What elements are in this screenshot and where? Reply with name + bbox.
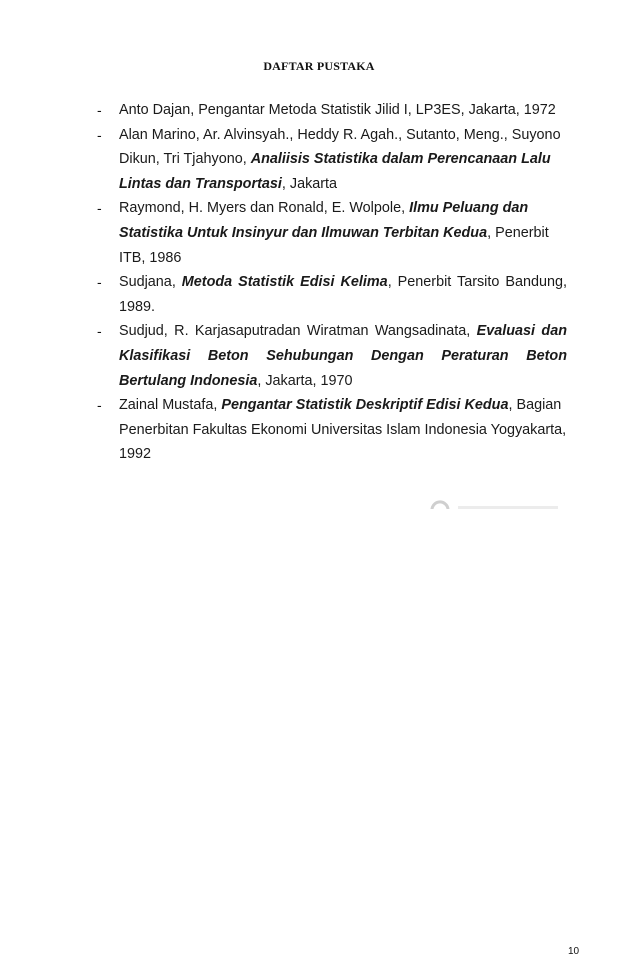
reference-item [97,98,567,123]
list-bullet: - [97,126,102,143]
reference-item [97,270,567,319]
reference-text [119,98,567,123]
reference-author-or-publisher: , LP3ES, Jakarta, 1972 [407,102,556,118]
reference-author-or-publisher: Anto Dajan, [119,102,199,118]
reference-title: Evaluasi dan Klasifikasi Beton Sehubungan Dengan Peraturan Beton Bertulang Indonesia [119,323,568,389]
reference-title: Ilmu Peluang dan Statistika Untuk Insinyur dan Ilmuwan Terbitan Kedua [119,200,529,241]
list-bullet: - [97,200,102,217]
reference-title: Analiisis Statistika dalam Perencanaan Lalu Lintas dan Transportasi [119,151,551,192]
reference-list [97,98,567,467]
list-bullet: - [97,397,102,414]
reference-title: Pengantar Statistik Deskriptif Edisi Kedua [221,397,509,414]
reference-author-or-publisher: , Penerbit Tarsito Bandung, 1989. [119,274,567,315]
reference-item [97,123,567,197]
reference-item [97,196,567,270]
list-bullet: - [97,274,102,291]
reference-author-or-publisher: Sudjud, R. Karjasaputradan Wiratman Wangsadinata, [119,323,477,340]
reference-author-or-publisher: Raymond, H. Myers dan Ronald, E. Wolpole, [119,200,410,217]
list-bullet: - [97,323,102,340]
reference-text [119,196,567,270]
watermark-icon [428,497,568,509]
reference-text [119,123,567,197]
reference-author-or-publisher: Alan Marino, Ar. Alvinsyah., Heddy R. Agah., Sutanto, Meng., Suyono Dikun, Tri Tjahyono, [119,126,561,168]
page-number: 10 [568,946,580,957]
reference-author-or-publisher: , Penerbit ITB, 1986 [119,224,549,266]
reference-author-or-publisher: Zainal Mustafa, [119,397,222,414]
list-bullet: - [97,102,102,118]
reference-title: Pengantar Metoda Statistik Jilid I [198,102,408,118]
reference-author-or-publisher: , Jakarta, 1970 [257,372,353,389]
reference-text [119,270,567,319]
reference-author-or-publisher: Sudjana, [119,274,182,291]
reference-item [97,319,567,393]
page-title: DAFTAR PUSTAKA [263,59,375,73]
reference-author-or-publisher: , Jakarta [281,175,338,192]
reference-text [119,393,567,467]
reference-item [97,393,567,467]
reference-author-or-publisher: , Bagian Penerbitan Fakultas Ekonomi Universitas Islam Indonesia Yogyakarta, 1992 [119,397,567,463]
reference-text [119,319,567,393]
reference-title: Metoda Statistik Edisi Kelima [181,274,388,291]
